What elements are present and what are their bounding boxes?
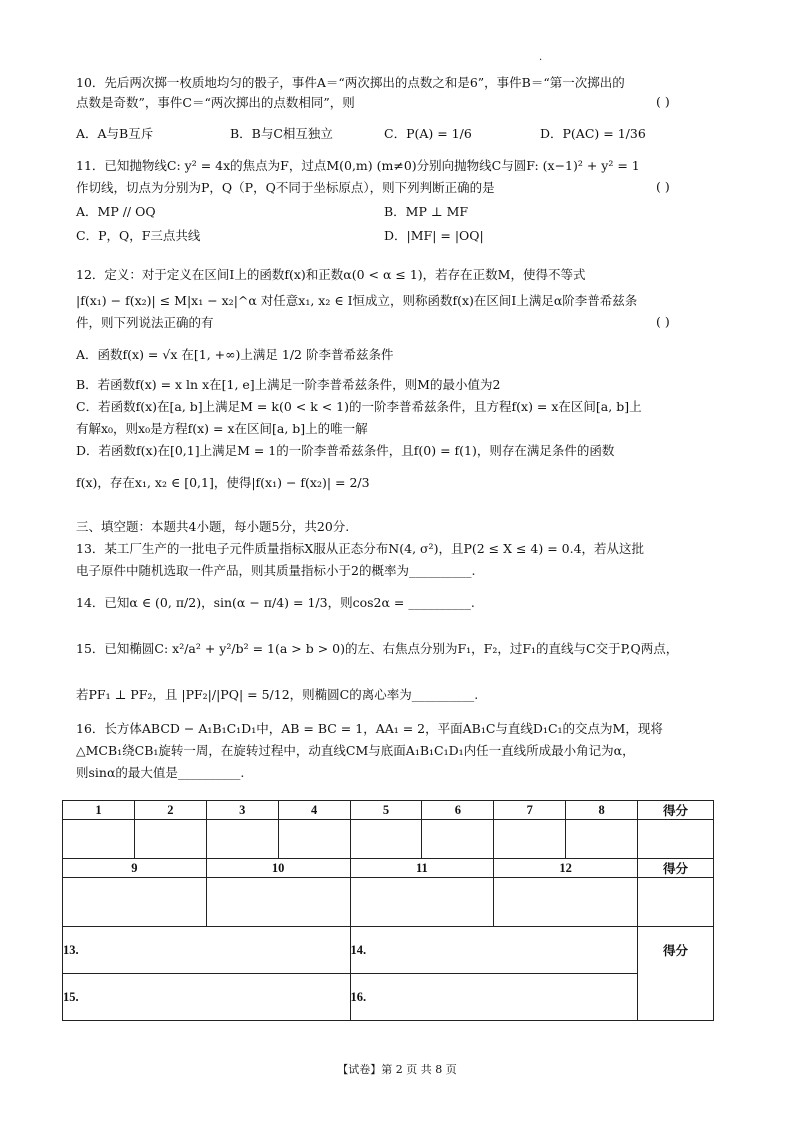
q13-line2: 电子原件中随机选取一件产品，则其质量指标小于2的概率为__________.: [76, 563, 476, 578]
q10-option-a: A．A与B互斥: [76, 126, 154, 141]
q10-line2: 点数是奇数”，事件C＝“两次掷出的点数相同”，则: [76, 95, 355, 110]
q10-answer-paren: ( ): [656, 94, 670, 109]
answer-cell-13[interactable]: 13.: [63, 927, 351, 974]
section-fill-blank-heading: 三、填空题：本题共4小题，每小题5分，共20分.: [76, 519, 350, 534]
q16-line1: 16．长方体ABCD − A₁B₁C₁D₁中，AB = BC = 1，AA₁ = 2，平面AB₁C与直线D₁C₁的交点为M，现将: [76, 721, 663, 736]
table-header-11: 11: [350, 859, 494, 878]
q10-option-c: C．P(A) = 1/6: [384, 126, 472, 141]
answer-cell-2[interactable]: [134, 820, 206, 859]
q12-option-d-line1: D．若函数f(x)在[0,1]上满足M = 1的一阶李普希兹条件，且f(0) = f(1)，则存在满足条件的函数: [76, 443, 615, 458]
answer-cell-12[interactable]: [494, 878, 638, 927]
q11-answer-paren: ( ): [656, 179, 670, 194]
table-header-5: 5: [350, 801, 422, 820]
table-header-score-2: 得分: [638, 859, 714, 878]
answer-cell-10[interactable]: [206, 878, 350, 927]
q12-line1: 12．定义：对于定义在区间I上的函数f(x)和正数α(0 < α ≤ 1)，若存在正数M，使得不等式: [76, 267, 586, 282]
answer-cell-1[interactable]: [63, 820, 135, 859]
q11-line2: 作切线，切点为分别为P，Q（P，Q不同于坐标原点），则下列判断正确的是: [76, 180, 495, 195]
q10-option-d: D．P(AC) = 1/36: [540, 126, 646, 141]
table-header-2: 2: [134, 801, 206, 820]
q12-option-a: A．函数f(x) = √x 在[1, +∞)上满足 1/2 阶李普希兹条件: [76, 347, 394, 362]
answer-cell-15[interactable]: 15.: [63, 974, 351, 1021]
q15-line2: 若PF₁ ⊥ PF₂，且 |PF₂|/|PQ| = 5/12，则椭圆C的离心率为__________.: [76, 687, 479, 702]
q13-line1: 13．某工厂生产的一批电子元件质量指标X服从正态分布N(4, σ²)，且P(2 ≤ X ≤ 4) = 0.4，若从这批: [76, 541, 645, 556]
answer-cell-11[interactable]: [350, 878, 494, 927]
q12-option-d-line2: f(x)，存在x₁, x₂ ∈ [0,1]，使得|f(x₁) − f(x₂)| = 2/3: [76, 475, 370, 490]
table-header-12: 12: [494, 859, 638, 878]
q16-line2: △MCB₁绕CB₁旋转一周，在旋转过程中，动直线CM与底面A₁B₁C₁D₁内任一直线所成最小角记为α，: [76, 743, 635, 758]
table-header-score: 得分: [638, 801, 714, 820]
answer-table: [62, 800, 714, 1021]
q14-line1: 14．已知α ∈ (0, π/2)，sin(α − π/4) = 1/3，则cos2α = __________.: [76, 595, 475, 610]
q12-option-c-line2: 有解x₀，则x₀是方程f(x) = x在区间[a, b]上的唯一解: [76, 421, 368, 436]
table-header-8: 8: [566, 801, 638, 820]
q10-option-b: B．B与C相互独立: [230, 126, 333, 141]
answer-cell-4[interactable]: [278, 820, 350, 859]
answer-cell-14[interactable]: 14.: [350, 927, 638, 974]
answer-cell-3[interactable]: [206, 820, 278, 859]
answer-cell-8[interactable]: [566, 820, 638, 859]
table-header-4: 4: [278, 801, 350, 820]
q11-option-c: C．P，Q，F三点共线: [76, 228, 201, 243]
q11-line1: 11．已知抛物线C: y² = 4x的焦点为F，过点M(0,m) (m≠0)分别向抛物线C与圆F: (x−1)² + y² = 1: [76, 158, 640, 173]
q11-option-a: A．MP // OQ: [76, 204, 156, 219]
table-header-6: 6: [422, 801, 494, 820]
table-header-score-3: 得分: [638, 927, 714, 1021]
table-header-3: 3: [206, 801, 278, 820]
q15-line1: 15．已知椭圆C: x²/a² + y²/b² = 1(a > b > 0)的左、右焦点分别为F₁，F₂，过F₁的直线与C交于P,Q两点，: [76, 641, 679, 656]
table-header-9: 9: [63, 859, 207, 878]
q12-option-c-line1: C．若函数f(x)在[a, b]上满足M = k(0 < k < 1)的一阶李普希兹条件，且方程f(x) = x在区间[a, b]上: [76, 399, 642, 414]
answer-cell-7[interactable]: [494, 820, 566, 859]
answer-cell-5[interactable]: [350, 820, 422, 859]
q11-option-b: B．MP ⊥ MF: [384, 204, 469, 219]
score-cell-1[interactable]: [638, 820, 714, 859]
q10-line1: 10．先后两次掷一枚质地均匀的骰子，事件A＝“两次掷出的点数之和是6”，事件B＝“第一次掷出的: [76, 75, 625, 90]
q12-option-b: B．若函数f(x) = x ln x在[1, e]上满足一阶李普希兹条件，则M的最小值为2: [76, 377, 501, 392]
answer-cell-9[interactable]: [63, 878, 207, 927]
answer-cell-16[interactable]: 16.: [350, 974, 638, 1021]
q16-line3: 则sinα的最大值是__________.: [76, 765, 245, 780]
table-header-10: 10: [206, 859, 350, 878]
answer-cell-6[interactable]: [422, 820, 494, 859]
q11-option-d: D．|MF| = |OQ|: [384, 228, 484, 243]
table-header-1: 1: [63, 801, 135, 820]
q12-line3: 件，则下列说法正确的有: [76, 315, 214, 330]
q12-answer-paren: ( ): [656, 314, 670, 329]
q12-line2: |f(x₁) − f(x₂)| ≤ M|x₁ − x₂|^α 对任意x₁, x₂ ∈ I恒成立，则称函数f(x)在区间I上满足α阶李普希兹条: [76, 293, 638, 308]
page-footer: 【试卷】第 2 页 共 8 页: [337, 1063, 457, 1076]
table-header-7: 7: [494, 801, 566, 820]
score-cell-2[interactable]: [638, 878, 714, 927]
corner-mark: .: [539, 52, 543, 63]
